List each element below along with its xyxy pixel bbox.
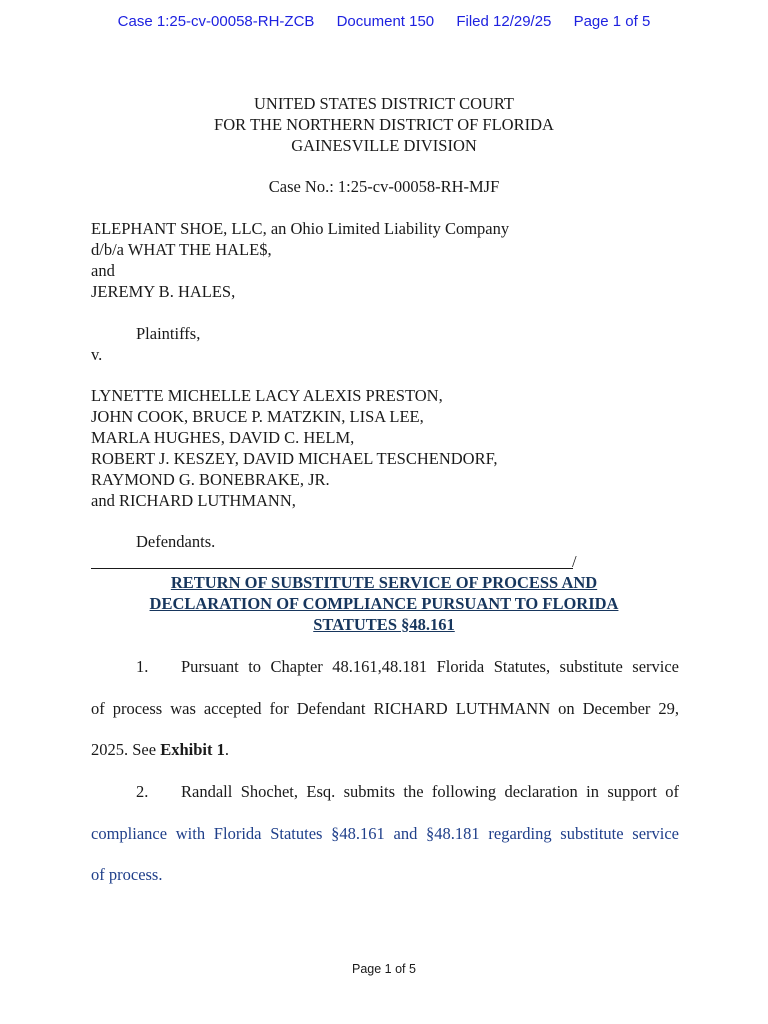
- exhibit-reference: Exhibit 1: [160, 740, 225, 759]
- defendant-line: and RICHARD LUTHMANN,: [91, 491, 296, 510]
- court-district: FOR THE NORTHERN DISTRICT OF FLORIDA: [214, 115, 554, 134]
- paragraph-2-line: compliance with Florida Statutes §48.161 and §48.181 regarding substitute service: [91, 824, 679, 843]
- court-name: UNITED STATES DISTRICT COURT: [253, 94, 514, 113]
- paragraph-number: 2.: [136, 782, 149, 801]
- plaintiff-line: JEREMY B. HALES,: [91, 282, 236, 301]
- plaintiff-line: d/b/a WHAT THE HALE$,: [91, 240, 272, 259]
- defendant-line: LYNETTE MICHELLE LACY ALEXIS PRESTON,: [91, 386, 443, 405]
- stamp-filed-date: Filed 12/29/25: [456, 13, 552, 30]
- document-title-line: STATUTES §48.161: [313, 615, 455, 634]
- paragraph-1-line: [91, 739, 679, 760]
- defendant-line: RAYMOND G. BONEBRAKE, JR.: [91, 470, 330, 489]
- paragraph-text: 2025. See: [91, 740, 161, 759]
- paragraph-1-line: [91, 656, 679, 677]
- paragraph-text: .: [224, 740, 229, 759]
- caption-divider: [91, 568, 573, 569]
- ecf-header-stamp: [0, 13, 768, 30]
- plaintiff-line: and: [91, 261, 115, 280]
- document-title-line: DECLARATION OF COMPLIANCE PURSUANT TO FLORIDA: [149, 594, 619, 613]
- court-division: GAINESVILLE DIVISION: [291, 136, 477, 155]
- stamp-document-number: Document 150: [336, 13, 435, 30]
- defendant-line: MARLA HUGHES, DAVID C. HELM,: [91, 428, 355, 447]
- caption-slash: /: [572, 552, 577, 571]
- paragraph-text: Randall Shochet, Esq. submits the following declaration in support of: [181, 782, 679, 801]
- stamp-page-number: Page 1 of 5: [573, 13, 651, 30]
- defendant-line: ROBERT J. KESZEY, DAVID MICHAEL TESCHENDORF,: [91, 449, 498, 468]
- defendant-line: JOHN COOK, BRUCE P. MATZKIN, LISA LEE,: [91, 407, 424, 426]
- paragraph-2-line: [91, 781, 679, 802]
- plaintiff-line: ELEPHANT SHOE, LLC, an Ohio Limited Liability Company: [91, 219, 510, 238]
- versus-label: v.: [91, 345, 103, 364]
- plaintiffs-role: Plaintiffs,: [136, 324, 201, 343]
- paragraph-2-line: of process.: [91, 865, 163, 884]
- case-number: Case No.: 1:25-cv-00058-RH-MJF: [268, 177, 500, 196]
- paragraph-number: 1.: [136, 657, 149, 676]
- defendants-role: Defendants.: [136, 532, 216, 551]
- stamp-case-number: Case 1:25-cv-00058-RH-ZCB: [117, 13, 315, 30]
- paragraph-1-line: of process was accepted for Defendant RICHARD LUTHMANN on December 29,: [91, 699, 679, 718]
- paragraph-text: Pursuant to Chapter 48.161,48.181 Florida Statutes, substitute service: [181, 657, 679, 676]
- page-footer: Page 1 of 5: [352, 962, 416, 976]
- document-title-line: RETURN OF SUBSTITUTE SERVICE OF PROCESS AND: [170, 573, 598, 592]
